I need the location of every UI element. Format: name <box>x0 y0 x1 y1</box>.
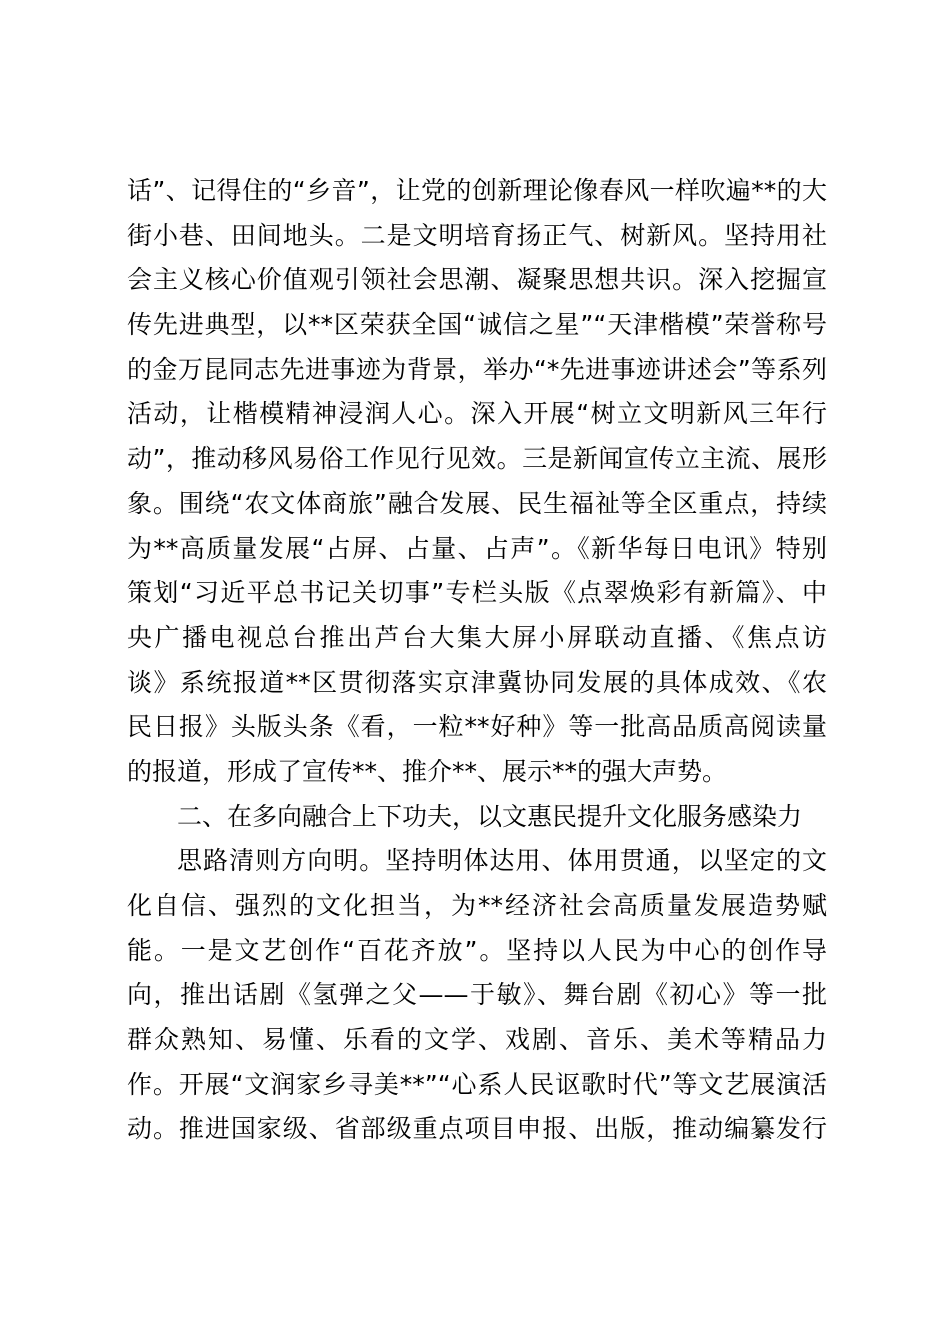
text-line: 央广播电视总台推出芦台大集大屏小屏联动直播、《焦点访 <box>127 622 827 652</box>
text-line: 向，推出话剧《氢弹之父——于敏》、舞台剧《初心》等一批 <box>127 980 827 1010</box>
text-line: 话”、记得住的“乡音”，让党的创新理论像春风一样吹遍**的大 <box>127 176 827 205</box>
text-line: 活动，让楷模精神浸润人心。深入开展“树立文明新风三年行 <box>127 399 827 429</box>
text-line: 作。开展“文润家乡寻美**”“心系人民讴歌时代”等文艺展演活 <box>127 1069 827 1099</box>
section-heading: 二、在多向融合上下功夫，以文惠民提升文化服务感染力 <box>177 801 803 831</box>
text-line: 动。推进国家级、省部级重点项目申报、出版，推动编纂发行 <box>127 1114 827 1144</box>
text-line: 民日报》头版头条《看，一粒**好种》等一批高品质高阅读量 <box>127 712 827 742</box>
text-line: 会主义核心价值观引领社会思潮、凝聚思想共识。深入挖掘宣 <box>127 265 827 295</box>
text-line: 动”，推动移风易俗工作见行见效。三是新闻宣传立主流、展形 <box>127 444 827 474</box>
body-text <box>127 169 827 1152</box>
text-line: 群众熟知、易懂、乐看的文学、戏剧、音乐、美术等精品力 <box>127 1025 827 1055</box>
text-line: 谈》系统报道**区贯彻落实京津冀协同发展的具体成效、《农 <box>127 667 827 697</box>
text-line: 策划“习近平总书记关切事”专栏头版《点翠焕彩有新篇》、中 <box>127 578 827 608</box>
text-line: 象。围绕“农文体商旅”融合发展、民生福祉等全区重点，持续 <box>127 488 827 518</box>
text-line: 传先进典型，以**区荣获全国“诚信之星”“天津楷模”荣誉称号 <box>127 310 827 340</box>
text-line: 能。一是文艺创作“百花齐放”。坚持以人民为中心的创作导 <box>127 935 827 965</box>
text-line: 化自信、强烈的文化担当，为**经济社会高质量发展造势赋 <box>127 891 827 920</box>
text-line: 的金万昆同志先进事迹为背景，举办“*先进事迹讲述会”等系列 <box>127 354 827 384</box>
text-line: 街小巷、田间地头。二是文明培育扬正气、树新风。坚持用社 <box>127 220 827 250</box>
paragraph-first-line: 思路清则方向明。坚持明体达用、体用贯通，以坚定的文 <box>177 846 827 876</box>
text-line: 为**高质量发展“占屏、占量、占声”。《新华每日电讯》特别 <box>127 533 827 563</box>
text-line: 的报道，形成了宣传**、推介**、展示**的强大声势。 <box>127 756 728 786</box>
